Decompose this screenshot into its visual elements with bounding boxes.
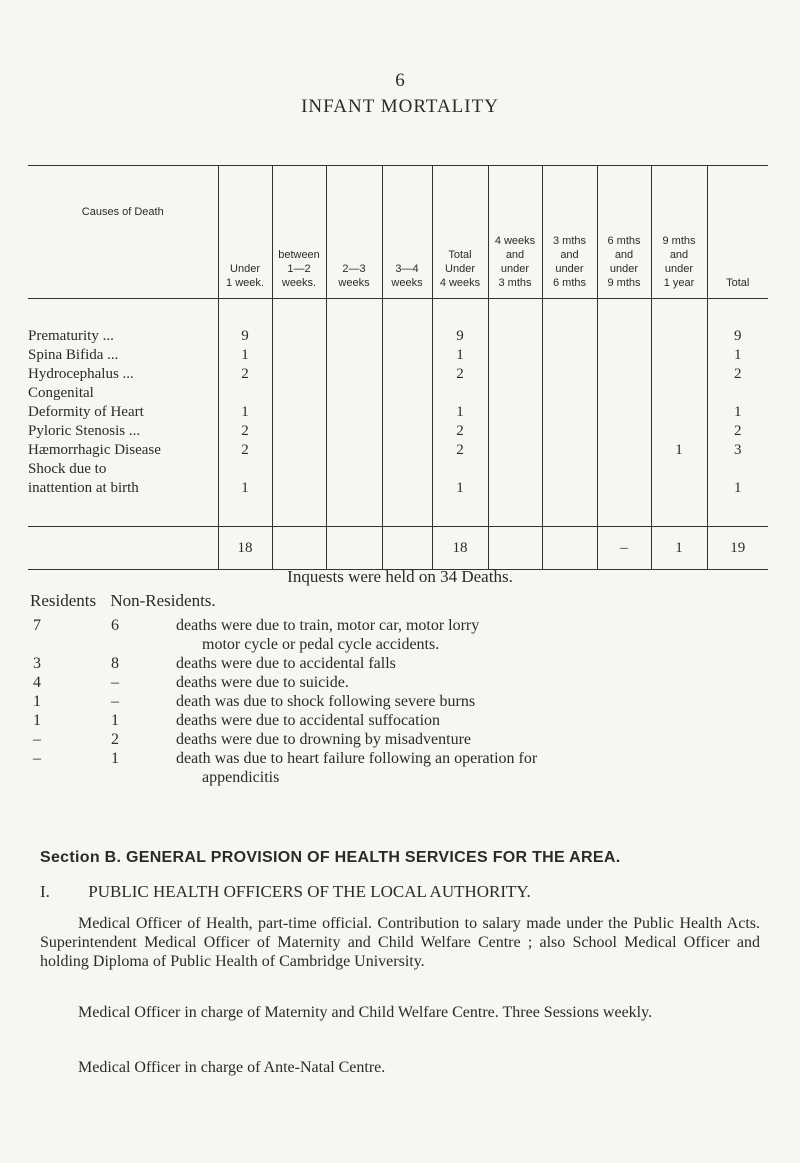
table-row: [28, 384, 768, 403]
inquest-row: [0, 711, 800, 730]
table-cell: [488, 441, 542, 460]
page-title: INFANT MORTALITY: [301, 96, 499, 117]
table-cell: [382, 479, 432, 498]
cause-cell: Spina Bifida ...: [28, 347, 119, 363]
table-row: [28, 346, 768, 365]
residents-count: 1: [33, 693, 41, 710]
subsection-title: PUBLIC HEALTH OFFICERS OF THE LOCAL AUTHORITY.: [88, 882, 531, 901]
table-cell: 1: [707, 346, 768, 365]
cause-cell: inattention at birth: [28, 480, 139, 496]
inquest-row: [0, 616, 800, 654]
column-header: 3—4 weeks: [382, 166, 432, 299]
table-cell: [326, 460, 382, 479]
table-cell: [488, 479, 542, 498]
inquest-description: death was due to shock following severe burns: [176, 693, 476, 710]
paragraph-3: [40, 1058, 760, 1077]
inquest-description: deaths were due to accidental falls: [176, 655, 396, 672]
table-cell: [651, 422, 707, 441]
table-cell: [326, 403, 382, 422]
table-cell: 1: [707, 403, 768, 422]
table-cell: [651, 403, 707, 422]
total-cell: 18: [218, 527, 272, 570]
table-cell: [597, 479, 651, 498]
table-cell: 1: [432, 479, 488, 498]
table-cell: [597, 365, 651, 384]
paragraph-1-text: Medical Officer of Health, part-time official. Contribution to salary made under the Public Health Acts. Superintendent Medical Officer of Maternity and Child Welfare Centre ; also School Medical Officer and holding Diploma of Public Health of Cambridge University.: [40, 915, 760, 970]
cause-cell: Pyloric Stenosis ...: [28, 423, 141, 439]
total-cell: 1: [651, 527, 707, 570]
totals-label-cell: [28, 527, 218, 570]
table-cell: 9: [707, 327, 768, 346]
table-cell: [382, 441, 432, 460]
table-cell: [272, 441, 326, 460]
table-cell: [272, 346, 326, 365]
inquests-list: [0, 616, 800, 787]
non-residents-count: 8: [111, 655, 119, 672]
inquest-description: deaths were due to drowning by misadventure: [176, 731, 472, 748]
table-cell: [382, 403, 432, 422]
table-cell: 2: [218, 365, 272, 384]
section-heading: Section B. GENERAL PROVISION OF HEALTH SERVICES FOR THE AREA.: [40, 849, 621, 866]
table-cell: [597, 403, 651, 422]
inquest-row: [0, 749, 800, 787]
column-header: 6 mths and under 9 mths: [597, 166, 651, 299]
residents-count: 7: [33, 617, 41, 634]
table-row: [28, 327, 768, 346]
spacer-row: [28, 299, 768, 328]
table-cell: [432, 384, 488, 403]
table-cell: [272, 460, 326, 479]
table-cell: [326, 327, 382, 346]
inquest-description: deaths were due to accidental suffocation: [176, 712, 441, 729]
table-cell: 1: [218, 403, 272, 422]
total-cell: [382, 527, 432, 570]
inquest-description: deaths were due to suicide.: [176, 674, 349, 691]
residents-count: 4: [33, 674, 41, 691]
table-cell: [542, 365, 597, 384]
table-cell: [272, 384, 326, 403]
table-cell: 2: [707, 365, 768, 384]
table-cell: 2: [707, 422, 768, 441]
table-cell: [597, 460, 651, 479]
table-cell: 1: [651, 441, 707, 460]
page-number: 6: [395, 70, 405, 91]
table-cell: [326, 479, 382, 498]
inquest-row: [0, 730, 800, 749]
table-cell: [382, 365, 432, 384]
table-cell: [382, 422, 432, 441]
non-residents-count: 2: [111, 731, 119, 748]
table-cell: [542, 346, 597, 365]
table-cell: [542, 327, 597, 346]
non-residents-count: 1: [111, 750, 119, 767]
table-cell: 1: [707, 479, 768, 498]
spacer-row: [28, 498, 768, 527]
table-cell: 2: [218, 441, 272, 460]
table-cell: [651, 327, 707, 346]
table-row: [28, 460, 768, 479]
table-cell: [542, 479, 597, 498]
table-cell: [542, 422, 597, 441]
table-cell: [597, 346, 651, 365]
residents-count: –: [33, 750, 41, 767]
residents-count: –: [33, 731, 41, 748]
total-cell: [488, 527, 542, 570]
table-cell: [326, 441, 382, 460]
total-cell: [542, 527, 597, 570]
cause-cell: Prematurity ...: [28, 328, 114, 344]
table-cell: [326, 346, 382, 365]
table-cell: [542, 460, 597, 479]
residents-count: 1: [33, 712, 41, 729]
cause-cell: Shock due to: [28, 461, 107, 477]
table-cell: [218, 460, 272, 479]
table-cell: [488, 460, 542, 479]
table-cell: 2: [218, 422, 272, 441]
table-row: [28, 441, 768, 460]
table-cell: [432, 460, 488, 479]
inquest-row: [0, 654, 800, 673]
table-cell: [542, 384, 597, 403]
paragraph-2: [40, 1003, 760, 1022]
inquest-description: death was due to heart failure following an operation for appendicitis: [176, 750, 538, 786]
infant-mortality-table: [28, 165, 768, 570]
table-cell: [272, 479, 326, 498]
cause-cell: Hydrocephalus ...: [28, 366, 134, 382]
totals-row: [28, 527, 768, 570]
cause-cell: Deformity of Heart: [28, 404, 144, 420]
table-cell: [382, 346, 432, 365]
non-residents-count: –: [111, 693, 119, 710]
cause-cell: Hæmorrhagic Disease: [28, 442, 161, 458]
table-cell: [326, 384, 382, 403]
table-cell: [542, 441, 597, 460]
table-row: [28, 479, 768, 498]
table-cell: 1: [432, 346, 488, 365]
table-cell: [707, 460, 768, 479]
table-cell: [382, 384, 432, 403]
total-cell: –: [597, 527, 651, 570]
non-residents-header: Non-Residents.: [110, 591, 216, 610]
subsection-number: I.: [40, 882, 50, 901]
column-header: Total: [707, 166, 768, 299]
table-cell: [651, 384, 707, 403]
table-cell: [272, 327, 326, 346]
non-residents-count: 1: [111, 712, 119, 729]
table-cell: 2: [432, 422, 488, 441]
table-cell: [272, 403, 326, 422]
table-cell: 1: [218, 479, 272, 498]
table-cell: 1: [432, 403, 488, 422]
paragraph-1: [40, 914, 760, 971]
paragraph-3-text: Medical Officer in charge of Ante-Natal Centre.: [78, 1059, 386, 1076]
column-header: between 1—2 weeks.: [272, 166, 326, 299]
table-cell: [272, 422, 326, 441]
residents-header: Residents: [30, 591, 97, 610]
inquest-description: deaths were due to train, motor car, motor lorry motor cycle or pedal cycle accidents.: [176, 617, 480, 653]
table-cell: 9: [218, 327, 272, 346]
total-cell: [272, 527, 326, 570]
table-cell: [488, 422, 542, 441]
table-cell: 2: [432, 365, 488, 384]
column-header: Causes of Death: [28, 166, 218, 299]
total-cell: 18: [432, 527, 488, 570]
paragraph-2-text: Medical Officer in charge of Maternity and Child Welfare Centre. Three Sessions weekly.: [78, 1004, 653, 1021]
table-cell: [326, 422, 382, 441]
table-cell: [488, 365, 542, 384]
table-cell: [651, 365, 707, 384]
inquests-title: Inquests were held on 34 Deaths.: [287, 567, 513, 586]
table-cell: [597, 384, 651, 403]
cause-cell: Congenital: [28, 385, 94, 401]
table-cell: [272, 365, 326, 384]
column-header: 3 mths and under 6 mths: [542, 166, 597, 299]
table-cell: [326, 365, 382, 384]
column-header: 2—3 weeks: [326, 166, 382, 299]
table-cell: [651, 479, 707, 498]
table-cell: [382, 327, 432, 346]
residents-count: 3: [33, 655, 41, 672]
table-row: [28, 422, 768, 441]
column-header: 4 weeks and under 3 mths: [488, 166, 542, 299]
table-cell: [597, 327, 651, 346]
column-header: Total Under 4 weeks: [432, 166, 488, 299]
table-cell: [382, 460, 432, 479]
inquests-column-headers: [30, 591, 226, 611]
table-cell: 2: [432, 441, 488, 460]
table-cell: [488, 346, 542, 365]
table-cell: 1: [218, 346, 272, 365]
table-cell: [597, 441, 651, 460]
non-residents-count: 6: [111, 617, 119, 634]
table-cell: [651, 346, 707, 365]
non-residents-count: –: [111, 674, 119, 691]
table-cell: [707, 384, 768, 403]
inquest-row: [0, 692, 800, 711]
table-cell: [488, 327, 542, 346]
total-cell: 19: [707, 527, 768, 570]
table-cell: 3: [707, 441, 768, 460]
table-cell: [542, 403, 597, 422]
table-cell: [488, 403, 542, 422]
table-cell: [218, 384, 272, 403]
table-cell: 9: [432, 327, 488, 346]
column-header: 9 mths and under 1 year: [651, 166, 707, 299]
inquest-row: [0, 673, 800, 692]
table-row: [28, 403, 768, 422]
subsection-heading: [40, 882, 531, 902]
table-cell: [488, 384, 542, 403]
table-cell: [651, 460, 707, 479]
table-cell: [597, 422, 651, 441]
table-row: [28, 365, 768, 384]
total-cell: [326, 527, 382, 570]
column-header: Under 1 week.: [218, 166, 272, 299]
table-header-row: [28, 166, 768, 299]
